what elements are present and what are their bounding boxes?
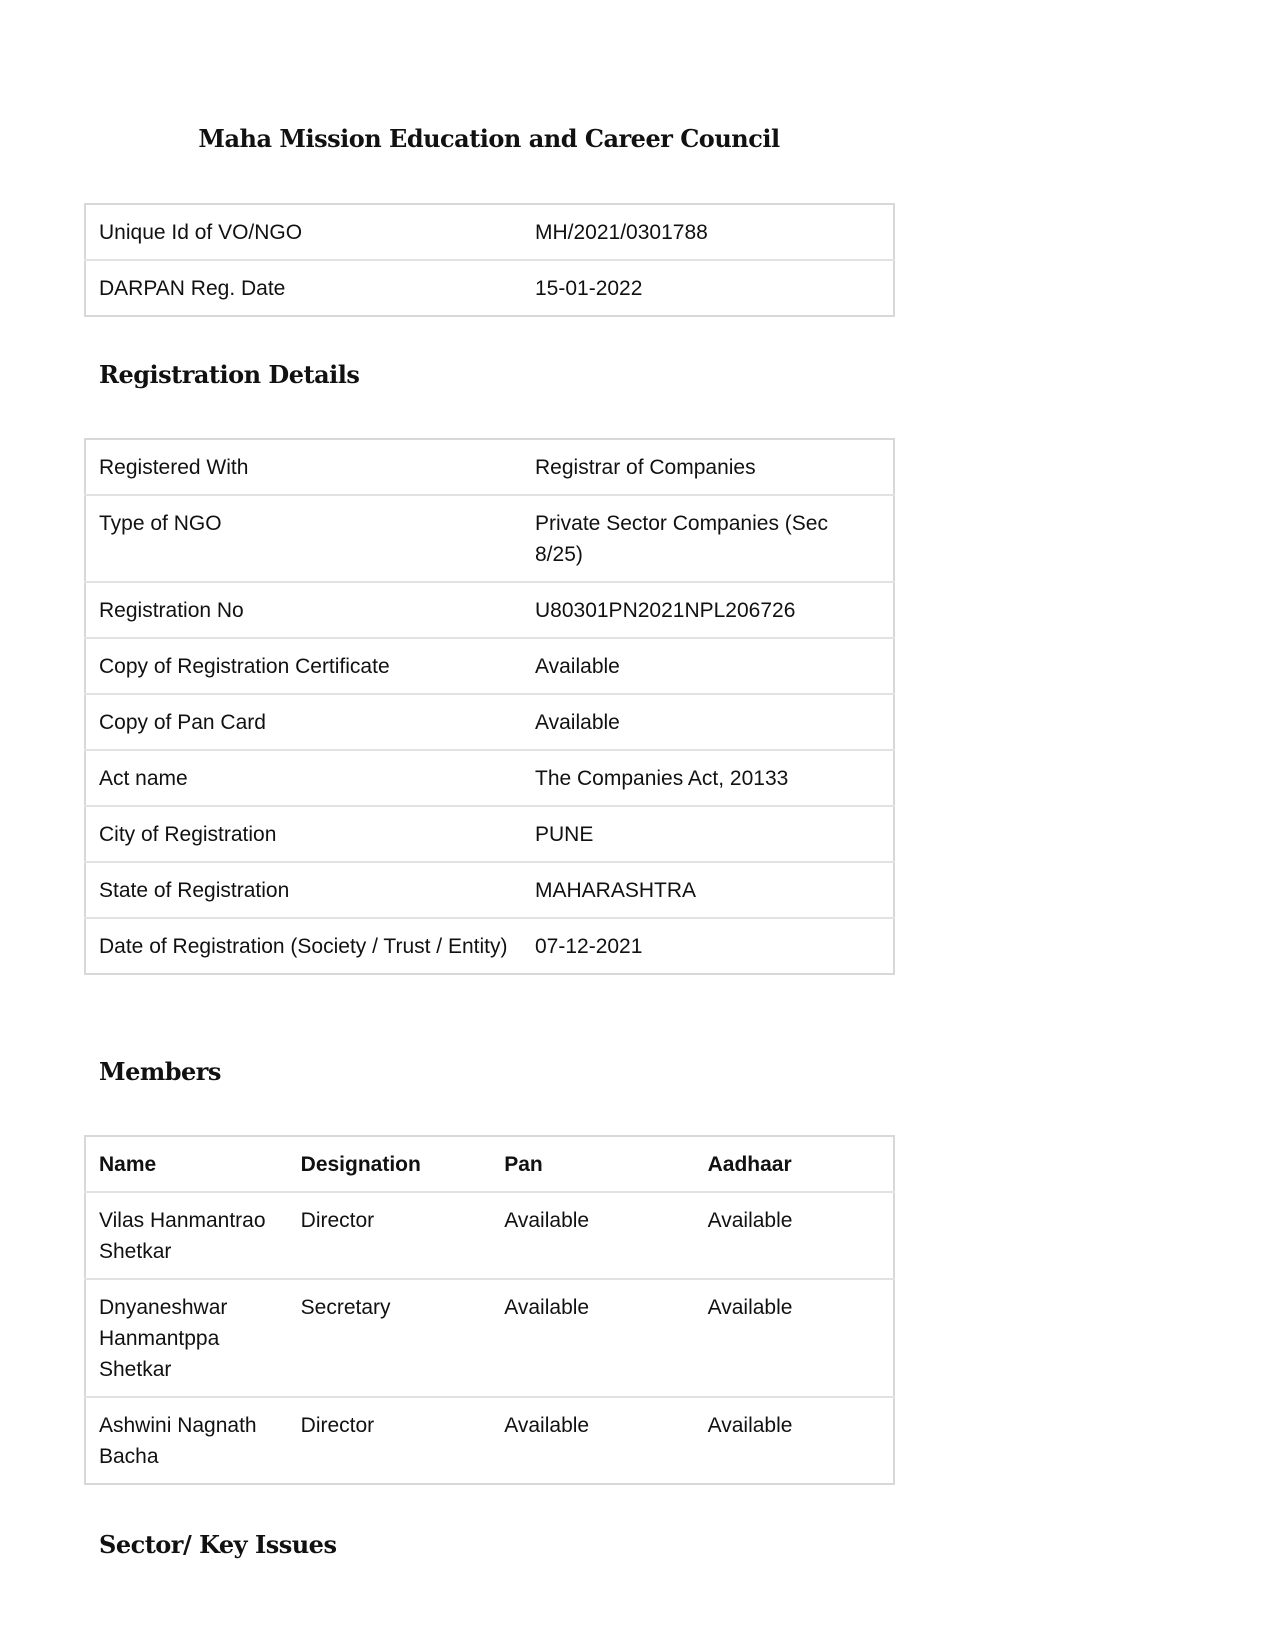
column-header-pan: Pan: [504, 1153, 543, 1176]
member-pan: Available: [491, 1279, 694, 1397]
registration-heading: Registration Details: [99, 360, 360, 389]
ngo-type-label: Type of NGO: [85, 495, 522, 582]
member-designation: Secretary: [288, 1279, 492, 1397]
column-header-name: Name: [99, 1153, 157, 1176]
member-aadhaar: Available: [695, 1397, 894, 1484]
table-row: [85, 439, 894, 495]
member-aadhaar: Available: [695, 1279, 894, 1397]
registration-certificate-label: Copy of Registration Certificate: [85, 638, 522, 694]
column-header-designation: Designation: [300, 1153, 421, 1176]
column-header-aadhaar: Aadhaar: [707, 1153, 792, 1176]
member-aadhaar: Available: [695, 1192, 894, 1279]
id-table: [84, 203, 895, 317]
table-row: [85, 1397, 894, 1484]
state-label: State of Registration: [85, 862, 522, 918]
table-row: [85, 260, 894, 316]
table-row: [85, 750, 894, 806]
table-row: [85, 1192, 894, 1279]
member-pan: Available: [491, 1397, 694, 1484]
member-pan: Available: [491, 1192, 694, 1279]
pan-card-label: Copy of Pan Card: [85, 694, 522, 750]
registration-date-label: Date of Registration (Society / Trust / Entity): [85, 918, 522, 974]
table-header-row: [85, 1136, 894, 1192]
table-row: [85, 918, 894, 974]
table-row: [85, 1279, 894, 1397]
ngo-type-value: Private Sector Companies (Sec 8/25): [522, 495, 894, 582]
table-row: [85, 806, 894, 862]
member-name: Ashwini Nagnath Bacha: [85, 1397, 288, 1484]
member-name: Dnyaneshwar Hanmantppa Shetkar: [85, 1279, 288, 1397]
registration-date-value: 07-12-2021: [522, 918, 894, 974]
city-value: PUNE: [522, 806, 894, 862]
document-title: Maha Mission Education and Career Council: [198, 124, 780, 153]
darpan-date-label: DARPAN Reg. Date: [85, 260, 522, 316]
state-value: MAHARASHTRA: [522, 862, 894, 918]
unique-id-label: Unique Id of VO/NGO: [99, 221, 303, 244]
city-label: City of Registration: [85, 806, 522, 862]
table-row: [85, 204, 894, 260]
members-heading: Members: [99, 1057, 221, 1086]
registration-no-value: U80301PN2021NPL206726: [522, 582, 894, 638]
pan-card-value: Available: [522, 694, 894, 750]
table-row: [85, 694, 894, 750]
darpan-date-value: 15-01-2022: [522, 260, 894, 316]
act-name-label: Act name: [85, 750, 522, 806]
table-row: [85, 638, 894, 694]
registered-with-value: Registrar of Companies: [535, 456, 756, 479]
table-row: [85, 582, 894, 638]
member-designation: Director: [288, 1192, 492, 1279]
registration-certificate-value: Available: [522, 638, 894, 694]
member-name: Vilas Hanmantrao Shetkar: [85, 1192, 288, 1279]
registered-with-label: Registered With: [99, 456, 249, 479]
sector-heading: Sector/ Key Issues: [99, 1530, 337, 1559]
members-table: [84, 1135, 895, 1485]
table-row: [85, 495, 894, 582]
act-name-value: The Companies Act, 20133: [522, 750, 894, 806]
unique-id-value: MH/2021/0301788: [535, 221, 708, 244]
registration-no-label: Registration No: [85, 582, 522, 638]
table-row: [85, 862, 894, 918]
registration-table: [84, 438, 895, 975]
member-designation: Director: [288, 1397, 492, 1484]
